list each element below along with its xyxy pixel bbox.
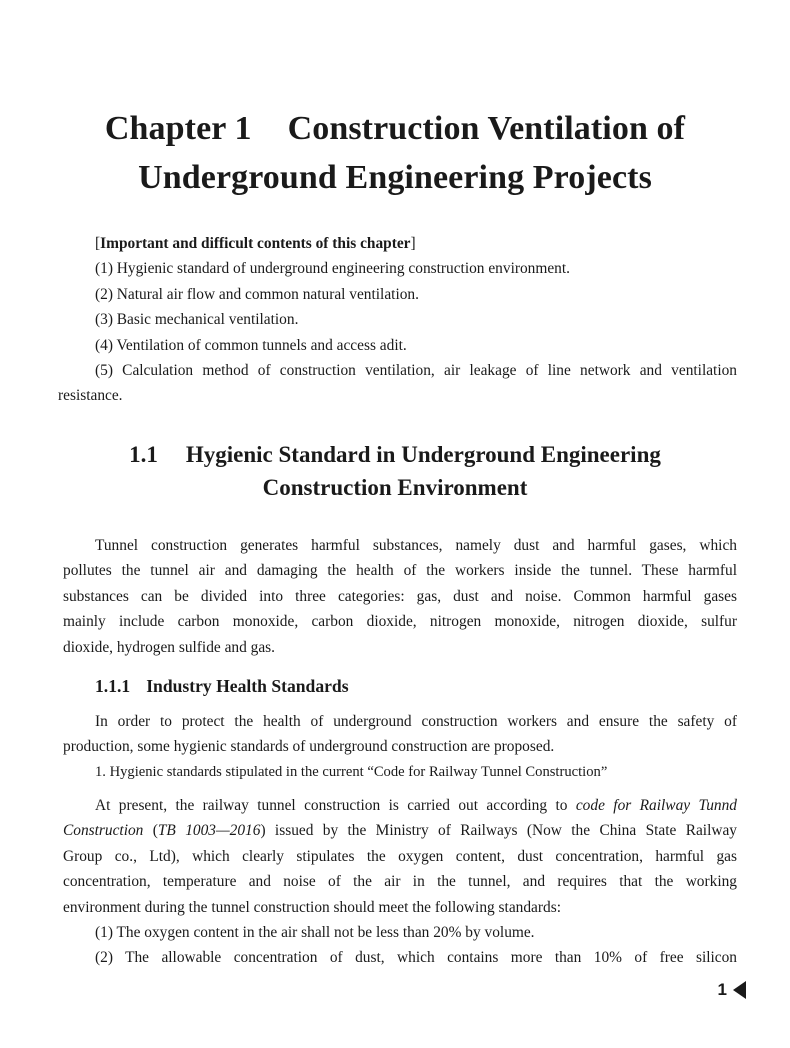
standard-item: (2) The allowable concentration of dust, which contains more than 10% of free silicon: [95, 949, 737, 967]
paragraph-line: pollutes the tunnel air and damaging the health of the workers inside the tunnel. These harmful: [63, 562, 737, 580]
bracket-close: ]: [410, 235, 416, 252]
paragraph-line: environment during the tunnel construction should meet the following standards:: [63, 898, 561, 916]
section-title-line-1: [40, 438, 750, 471]
paragraph-line: concentration, temperature and noise of the air in the tunnel, and requires that the working: [63, 873, 737, 891]
section-title-text-1: Hygienic Standard in Underground Engineering: [185, 442, 661, 467]
subsection-number: 1.1.1: [95, 676, 131, 696]
page-marker-triangle-icon: [733, 981, 746, 999]
paragraph-line: Group co., Ltd), which clearly stipulates the oxygen content, dust concentration, harmful gas: [63, 847, 737, 865]
paragraph-line: In order to protect the health of underground construction workers and ensure the safety of: [95, 713, 737, 730]
important-contents: [58, 231, 737, 409]
important-item: (5) Calculation method of construction ventilation, air leakage of line network and ventilation: [95, 362, 737, 380]
standard-item: (1) The oxygen content in the air shall not be less than 20% by volume.: [95, 924, 535, 942]
present-paragraph: [63, 793, 737, 971]
chapter-label: Chapter 1: [104, 110, 252, 147]
code-title-italic: code for Railway Tunnd: [575, 797, 737, 814]
code-title-italic: Construction: [63, 822, 144, 840]
important-heading-text: Important and difficult contents of this chapter: [100, 235, 411, 252]
page-number: [718, 979, 746, 1001]
paragraph-line: production, some hygienic standards of underground construction are proposed.: [63, 738, 555, 756]
important-item: (2) Natural air flow and common natural ventilation.: [95, 285, 419, 303]
code-number-italic: TB 1003—2016: [157, 822, 261, 840]
chapter-title: [40, 104, 750, 202]
bracket-open: [: [95, 235, 101, 252]
paragraph-line: dioxide, hydrogen sulfide and gas.: [63, 638, 276, 656]
chapter-title-text-1: Construction Ventilation of: [287, 110, 686, 147]
paragraph-line: substances can be divided into three categories: gas, dust and noise. Common harmful gases: [63, 587, 737, 605]
subsection-title-text: Industry Health Standards: [146, 676, 349, 696]
text-run: (: [143, 822, 158, 840]
important-item: (3) Basic mechanical ventilation.: [95, 311, 299, 329]
paragraph-line: [63, 818, 737, 843]
important-heading: [63, 231, 737, 256]
paragraph-line: Tunnel construction generates harmful substances, namely dust and harmful gases, which: [95, 537, 737, 554]
chapter-title-line-2: Underground Engineering Projects: [138, 159, 652, 196]
text-run: At present, the railway tunnel construction is carried out according to: [95, 797, 576, 814]
subsection-title: [95, 674, 349, 698]
intro-paragraph: [63, 533, 737, 660]
section-title-line-2: Construction Environment: [262, 475, 528, 500]
important-item: (1) Hygienic standard of underground engineering construction environment.: [95, 260, 570, 278]
paragraph-line: [63, 793, 737, 818]
chapter-title-line-1: [40, 104, 750, 153]
page-number-text: 1: [717, 980, 727, 999]
important-item: (4) Ventilation of common tunnels and access adit.: [95, 336, 407, 354]
protect-paragraph: [63, 709, 737, 785]
text-run: ) issued by the Ministry of Railways (Now the China State Railway: [260, 822, 737, 840]
section-number: 1.1: [129, 442, 158, 467]
paragraph-line: mainly include carbon monoxide, carbon dioxide, nitrogen monoxide, nitrogen dioxide, sulfur: [63, 613, 737, 631]
section-title: [40, 438, 750, 504]
list-item-1: 1. Hygienic standards stipulated in the current “Code for Railway Tunnel Construction”: [95, 763, 608, 780]
important-item-continuation: resistance.: [58, 387, 123, 405]
